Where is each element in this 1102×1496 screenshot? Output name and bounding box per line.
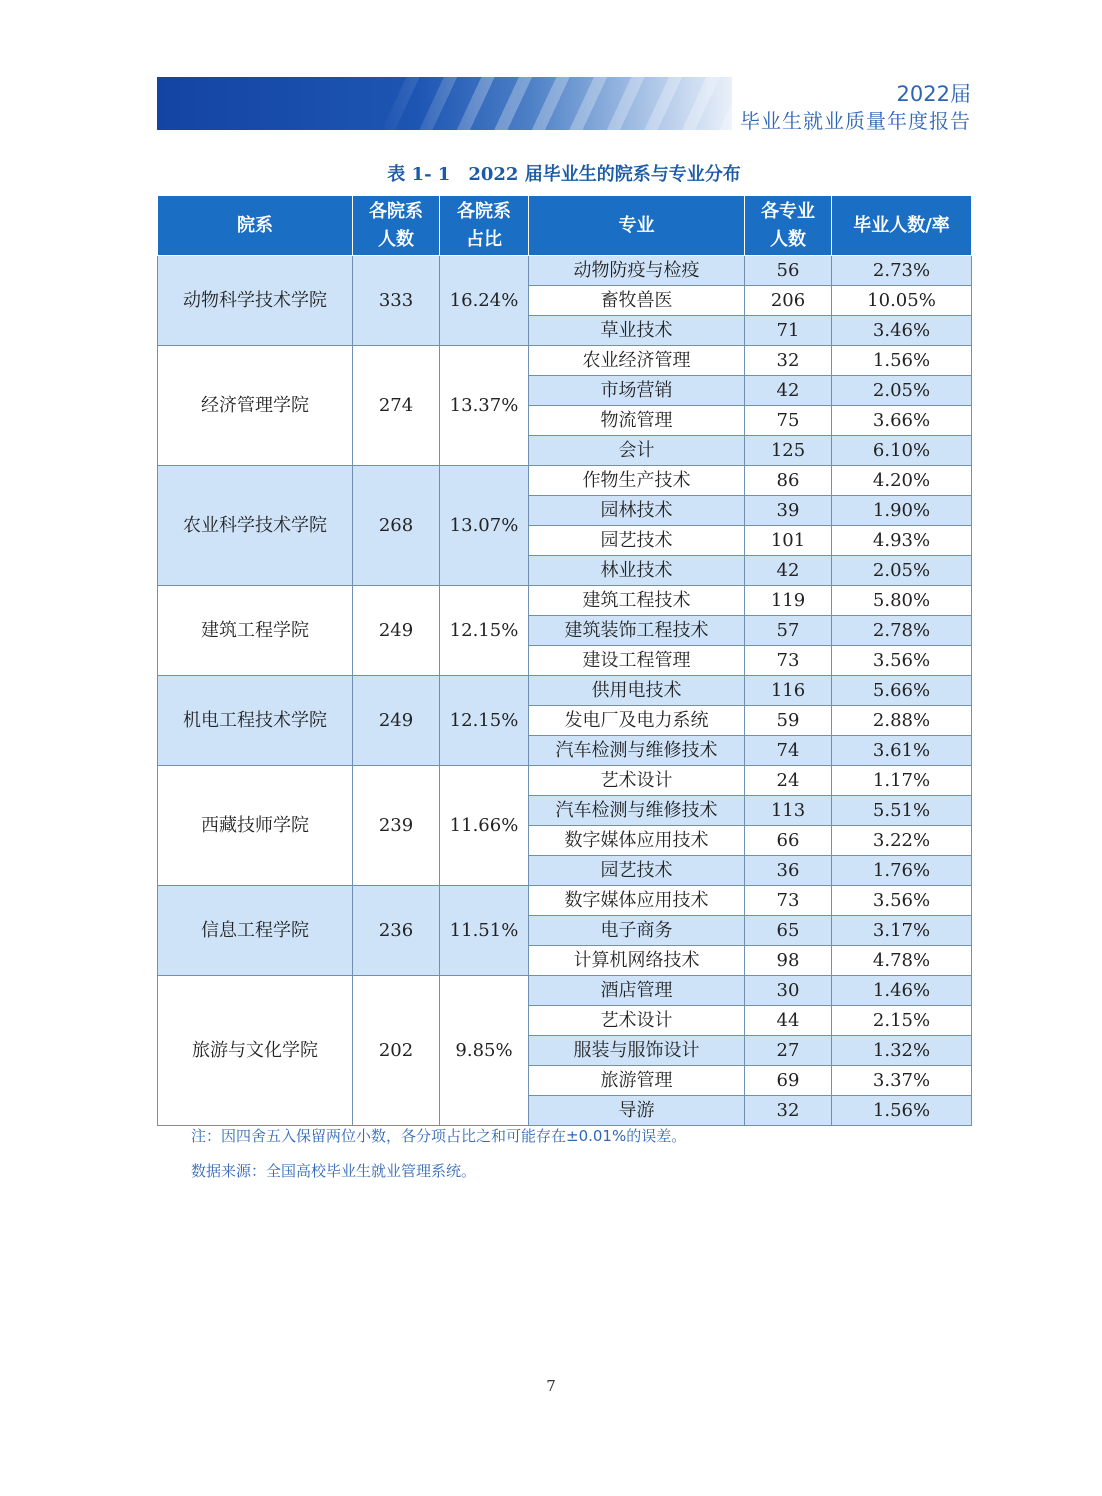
- table-row: [158, 886, 972, 916]
- major-count-cell: 101: [745, 526, 832, 556]
- table-row: [158, 346, 972, 376]
- college-name-cell: 信息工程学院: [158, 886, 353, 976]
- major-name-cell: 数字媒体应用技术: [529, 886, 745, 916]
- major-name-cell: 林业技术: [529, 556, 745, 586]
- major-count-cell: 32: [745, 346, 832, 376]
- major-rate-cell: 2.73%: [832, 256, 972, 286]
- major-name-cell: 农业经济管理: [529, 346, 745, 376]
- college-ratio-cell: 13.07%: [440, 466, 529, 586]
- college-count-cell: 333: [353, 256, 440, 346]
- major-rate-cell: 2.88%: [832, 706, 972, 736]
- college-name-cell: 机电工程技术学院: [158, 676, 353, 766]
- major-rate-cell: 3.56%: [832, 646, 972, 676]
- major-rate-cell: 4.93%: [832, 526, 972, 556]
- table-row: [158, 586, 972, 616]
- major-count-cell: 32: [745, 1096, 832, 1126]
- header-banner: [157, 77, 732, 130]
- major-name-cell: 建筑装饰工程技术: [529, 616, 745, 646]
- major-count-cell: 73: [745, 886, 832, 916]
- major-rate-cell: 5.80%: [832, 586, 972, 616]
- major-count-cell: 36: [745, 856, 832, 886]
- major-name-cell: 供用电技术: [529, 676, 745, 706]
- college-ratio-cell: 11.66%: [440, 766, 529, 886]
- table-row: [158, 466, 972, 496]
- col-header-major-count: 各专业 人数: [745, 196, 832, 256]
- major-name-cell: 建设工程管理: [529, 646, 745, 676]
- college-ratio-cell: 16.24%: [440, 256, 529, 346]
- college-ratio-cell: 12.15%: [440, 676, 529, 766]
- major-name-cell: 作物生产技术: [529, 466, 745, 496]
- major-rate-cell: 1.90%: [832, 496, 972, 526]
- major-rate-cell: 3.37%: [832, 1066, 972, 1096]
- col-header-college-ratio: 各院系 占比: [440, 196, 529, 256]
- major-name-cell: 动物防疫与检疫: [529, 256, 745, 286]
- major-name-cell: 计算机网络技术: [529, 946, 745, 976]
- major-count-cell: 30: [745, 976, 832, 1006]
- major-rate-cell: 1.56%: [832, 346, 972, 376]
- major-rate-cell: 10.05%: [832, 286, 972, 316]
- major-count-cell: 66: [745, 826, 832, 856]
- major-name-cell: 酒店管理: [529, 976, 745, 1006]
- major-rate-cell: 2.15%: [832, 1006, 972, 1036]
- college-name-cell: 西藏技师学院: [158, 766, 353, 886]
- college-count-cell: 249: [353, 676, 440, 766]
- major-count-cell: 39: [745, 496, 832, 526]
- major-name-cell: 艺术设计: [529, 766, 745, 796]
- major-count-cell: 24: [745, 766, 832, 796]
- major-count-cell: 42: [745, 556, 832, 586]
- major-count-cell: 98: [745, 946, 832, 976]
- major-rate-cell: 1.56%: [832, 1096, 972, 1126]
- major-rate-cell: 3.22%: [832, 826, 972, 856]
- college-count-cell: 202: [353, 976, 440, 1126]
- major-name-cell: 园林技术: [529, 496, 745, 526]
- major-name-cell: 园艺技术: [529, 526, 745, 556]
- college-name-cell: 农业科学技术学院: [158, 466, 353, 586]
- major-rate-cell: 1.32%: [832, 1036, 972, 1066]
- college-name-cell: 动物科学技术学院: [158, 256, 353, 346]
- college-ratio-cell: 11.51%: [440, 886, 529, 976]
- banner-stripes: [157, 77, 732, 130]
- major-count-cell: 113: [745, 796, 832, 826]
- header-title: 毕业生就业质量年度报告: [740, 109, 971, 133]
- major-name-cell: 发电厂及电力系统: [529, 706, 745, 736]
- table-row: [158, 256, 972, 286]
- major-count-cell: 116: [745, 676, 832, 706]
- major-rate-cell: 1.17%: [832, 766, 972, 796]
- college-name-cell: 旅游与文化学院: [158, 976, 353, 1126]
- college-count-cell: 268: [353, 466, 440, 586]
- col-header-college: 院系: [158, 196, 353, 256]
- major-count-cell: 73: [745, 646, 832, 676]
- college-ratio-cell: 9.85%: [440, 976, 529, 1126]
- major-count-cell: 75: [745, 406, 832, 436]
- table-caption: 表 1- 1 2022 届毕业生的院系与专业分布: [387, 164, 741, 185]
- college-name-cell: 建筑工程学院: [158, 586, 353, 676]
- table-body: [158, 256, 972, 1126]
- major-rate-cell: 6.10%: [832, 436, 972, 466]
- col-header-college-count: 各院系 人数: [353, 196, 440, 256]
- major-name-cell: 数字媒体应用技术: [529, 826, 745, 856]
- major-name-cell: 旅游管理: [529, 1066, 745, 1096]
- col-header-major: 专业: [529, 196, 745, 256]
- college-name-cell: 经济管理学院: [158, 346, 353, 466]
- major-count-cell: 57: [745, 616, 832, 646]
- college-ratio-cell: 13.37%: [440, 346, 529, 466]
- college-ratio-cell: 12.15%: [440, 586, 529, 676]
- table-header-row: [158, 196, 972, 256]
- page-number: 7: [546, 1377, 556, 1395]
- major-count-cell: 74: [745, 736, 832, 766]
- major-count-cell: 65: [745, 916, 832, 946]
- major-rate-cell: 3.56%: [832, 886, 972, 916]
- college-count-cell: 236: [353, 886, 440, 976]
- college-count-cell: 239: [353, 766, 440, 886]
- major-name-cell: 服装与服饰设计: [529, 1036, 745, 1066]
- major-rate-cell: 1.46%: [832, 976, 972, 1006]
- major-rate-cell: 1.76%: [832, 856, 972, 886]
- major-count-cell: 44: [745, 1006, 832, 1036]
- major-count-cell: 206: [745, 286, 832, 316]
- major-name-cell: 园艺技术: [529, 856, 745, 886]
- college-count-cell: 274: [353, 346, 440, 466]
- major-rate-cell: 4.78%: [832, 946, 972, 976]
- major-name-cell: 会计: [529, 436, 745, 466]
- major-count-cell: 86: [745, 466, 832, 496]
- major-rate-cell: 3.66%: [832, 406, 972, 436]
- table-row: [158, 976, 972, 1006]
- header-year: 2022届: [896, 82, 971, 106]
- table-row: [158, 676, 972, 706]
- major-rate-cell: 5.66%: [832, 676, 972, 706]
- major-rate-cell: 2.05%: [832, 556, 972, 586]
- major-name-cell: 艺术设计: [529, 1006, 745, 1036]
- college-count-cell: 249: [353, 586, 440, 676]
- major-rate-cell: 2.78%: [832, 616, 972, 646]
- major-count-cell: 119: [745, 586, 832, 616]
- table-row: [158, 766, 972, 796]
- major-name-cell: 导游: [529, 1096, 745, 1126]
- major-rate-cell: 2.05%: [832, 376, 972, 406]
- major-count-cell: 27: [745, 1036, 832, 1066]
- major-count-cell: 59: [745, 706, 832, 736]
- rounding-note: 注：因四舍五入保留两位小数，各分项占比之和可能存在±0.01%的误差。: [191, 1127, 687, 1145]
- col-header-rate: 毕业人数/率: [832, 196, 972, 256]
- source-note: 数据来源：全国高校毕业生就业管理系统。: [191, 1162, 477, 1180]
- major-count-cell: 69: [745, 1066, 832, 1096]
- major-name-cell: 汽车检测与维修技术: [529, 796, 745, 826]
- major-name-cell: 电子商务: [529, 916, 745, 946]
- major-rate-cell: 4.20%: [832, 466, 972, 496]
- major-name-cell: 市场营销: [529, 376, 745, 406]
- major-count-cell: 56: [745, 256, 832, 286]
- major-name-cell: 草业技术: [529, 316, 745, 346]
- major-name-cell: 物流管理: [529, 406, 745, 436]
- major-count-cell: 125: [745, 436, 832, 466]
- major-name-cell: 畜牧兽医: [529, 286, 745, 316]
- distribution-table: [157, 195, 972, 1126]
- major-rate-cell: 3.61%: [832, 736, 972, 766]
- major-name-cell: 汽车检测与维修技术: [529, 736, 745, 766]
- major-name-cell: 建筑工程技术: [529, 586, 745, 616]
- major-count-cell: 42: [745, 376, 832, 406]
- major-rate-cell: 3.17%: [832, 916, 972, 946]
- major-rate-cell: 5.51%: [832, 796, 972, 826]
- major-count-cell: 71: [745, 316, 832, 346]
- major-rate-cell: 3.46%: [832, 316, 972, 346]
